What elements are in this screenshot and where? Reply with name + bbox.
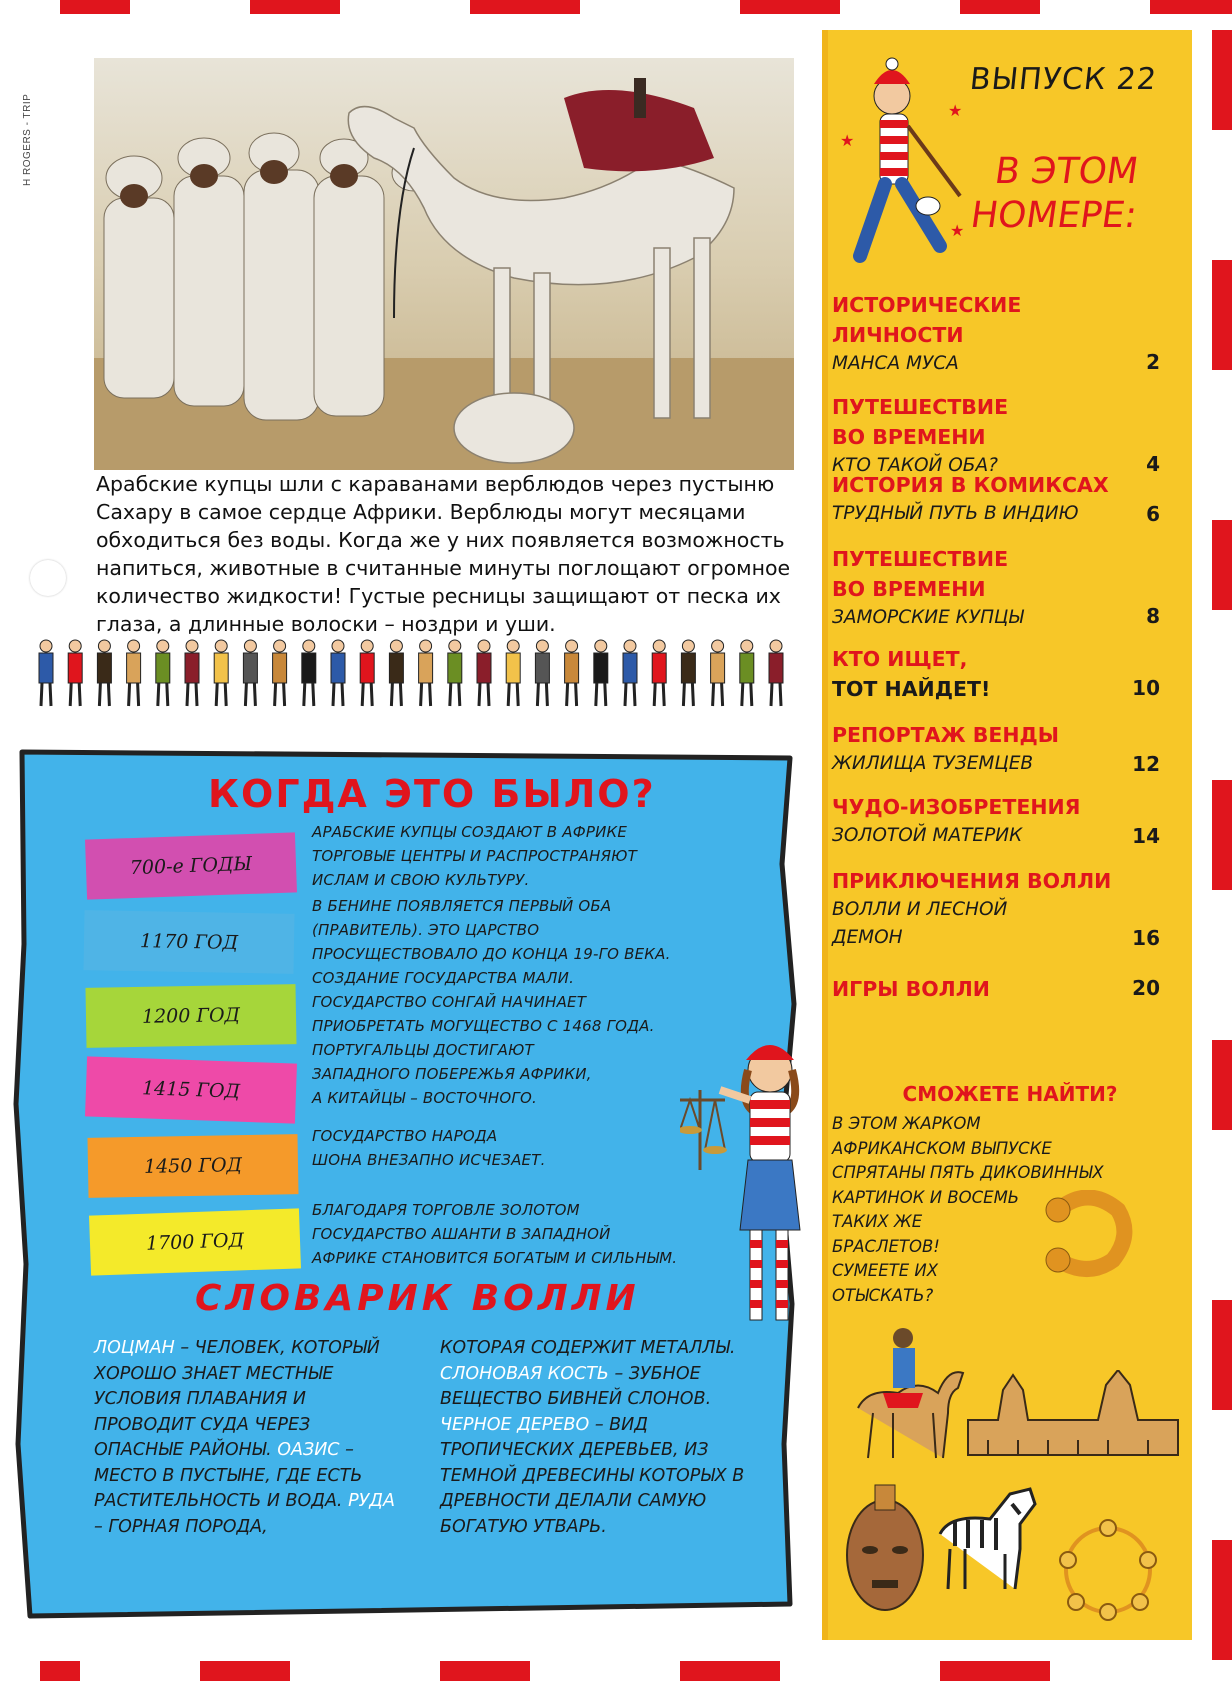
tiny-figure-icon bbox=[331, 640, 345, 706]
tiny-figure-icon bbox=[535, 640, 549, 706]
glossary-term: СЛОНОВАЯ КОСТЬ bbox=[440, 1363, 609, 1384]
camel-rider-icon bbox=[848, 1318, 968, 1468]
tiny-figure-icon bbox=[68, 640, 82, 706]
page-number: 8 bbox=[1146, 604, 1160, 628]
page-number: 4 bbox=[1146, 452, 1160, 476]
timeline-date-tag: 1200 ГОД bbox=[85, 984, 296, 1048]
timeline-date-tag: 1170 ГОД bbox=[83, 910, 294, 974]
tiny-figure-icon bbox=[623, 640, 637, 706]
camel-caravan-photo bbox=[94, 58, 794, 470]
timeline-date-tag: 700-е ГОДЫ bbox=[85, 832, 297, 899]
toc-item[interactable]: ИСТОРИЧЕСКИЕ ЛИЧНОСТИ МАНСА МУСА 2 bbox=[832, 293, 1160, 374]
page-number: 14 bbox=[1132, 824, 1160, 848]
issue-number: ВЫПУСК 22 bbox=[968, 62, 1159, 97]
glossary-left-column: ЛОЦМАН – ЧЕЛОВЕК, КОТОРЫЙ ХОРОШО ЗНАЕТ МЕСТНЫЕ УСЛОВИЯ ПЛАВАНИЯ И ПРОВОДИТ СУДА ЧЕРЕЗ ОПАСНЫЕ РАЙОНЫ. ОАЗИС – МЕСТО В ПУСТЫНЕ, ГДЕ ЕСТЬ РАСТИТЕЛЬНОСТЬ И ВОДА. РУДА – ГОРНАЯ ПОРОДА, bbox=[94, 1338, 395, 1537]
toc-item[interactable]: ИСТОРИЯ В КОМИКСАХ ТРУДНЫЙ ПУТЬ В ИНДИЮ 6 bbox=[832, 473, 1160, 526]
toc-item[interactable]: ЧУДО-ИЗОБРЕТЕНИЯ ЗОЛОТОЙ МАТЕРИК 14 bbox=[832, 795, 1160, 848]
page-number: 6 bbox=[1146, 502, 1160, 526]
waldo-walking-icon bbox=[830, 56, 980, 286]
tiny-figure-icon bbox=[273, 640, 287, 706]
svg-text:★: ★ bbox=[840, 133, 855, 150]
toc-item[interactable]: КТО ИЩЕТ, ТОТ НАЙДЕТ! 10 bbox=[832, 647, 1160, 701]
timeline-title: КОГДА ЭТО БЫЛО? bbox=[208, 772, 656, 816]
timeline-text: ГОСУДАРСТВО НАРОДА ШОНА ВНЕЗАПНО ИСЧЕЗАЕТ. bbox=[312, 1127, 546, 1169]
toc-item[interactable]: ПУТЕШЕСТВИЕ ВО ВРЕМЕНИ КТО ТАКОЙ ОБА? 4 bbox=[832, 395, 1160, 476]
glossary-title: СЛОВАРИК ВОЛЛИ bbox=[195, 1278, 640, 1319]
tiny-figure-icon bbox=[477, 640, 491, 706]
tiny-figure-icon bbox=[214, 640, 228, 706]
timeline-text: В БЕНИНЕ ПОЯВЛЯЕТСЯ ПЕРВЫЙ ОБА (ПРАВИТЕЛЬ). ЭТО ЦАРСТВО ПРОСУЩЕСТВОВАЛО ДО КОНЦА 19-ГО ВЕКА. bbox=[312, 897, 671, 963]
tiny-figure-icon bbox=[185, 640, 199, 706]
tiny-figure-icon bbox=[769, 640, 783, 706]
toc-item[interactable]: ИГРЫ ВОЛЛИ 20 bbox=[832, 976, 1160, 1001]
tiny-figure-icon bbox=[243, 640, 257, 706]
find-heading: СМОЖЕТЕ НАЙТИ? bbox=[902, 1082, 1118, 1106]
tiny-figure-icon bbox=[652, 640, 666, 706]
tiny-figure-icon bbox=[419, 640, 433, 706]
photo-credit: H ROGERS - TRIP bbox=[22, 93, 33, 187]
mud-mosque-icon bbox=[958, 1370, 1188, 1460]
page-number: 10 bbox=[1132, 676, 1160, 700]
tiny-figure-icon bbox=[711, 640, 725, 706]
tiny-figure-icon bbox=[360, 640, 374, 706]
tiny-figure-icon bbox=[156, 640, 170, 706]
tiny-figure-icon bbox=[681, 640, 695, 706]
timeline-text: ПОРТУГАЛЬЦЫ ДОСТИГАЮТ ЗАПАДНОГО ПОБЕРЕЖЬЯ АФРИКИ, А КИТАЙЦЫ – ВОСТОЧНОГО. bbox=[312, 1041, 592, 1107]
timeline-date-tag: 1415 ГОД bbox=[85, 1056, 297, 1123]
timeline-text: БЛАГОДАРЯ ТОРГОВЛЕ ЗОЛОТОМ ГОСУДАРСТВО АШАНТИ В ЗАПАДНОЙ АФРИКЕ СТАНОВИТСЯ БОГАТЫМ И СИЛЬНЫМ. bbox=[312, 1201, 678, 1267]
punch-hole bbox=[30, 560, 66, 596]
page-number: 12 bbox=[1132, 752, 1160, 776]
glossary-term: ЧЕРНОЕ ДЕРЕВО bbox=[440, 1414, 590, 1435]
glossary-term: ОАЗИС bbox=[277, 1440, 340, 1460]
tiny-figure-icon bbox=[506, 640, 520, 706]
tiny-figure-icon bbox=[389, 640, 403, 706]
toc-item[interactable]: РЕПОРТАЖ ВЕНДЫ ЖИЛИЩА ТУЗЕМЦЕВ 12 bbox=[832, 723, 1160, 776]
find-text: В ЭТОМ ЖАРКОМ АФРИКАНСКОМ ВЫПУСКЕ СПРЯТАНЫ ПЯТЬ ДИКОВИННЫХ КАРТИНОК И ВОСЕМЬ ТАКИХ ЖЕ БРАСЛЕТОВ! СУМЕЕТЕ ИХ ОТЫСКАТЬ? bbox=[832, 1114, 1104, 1305]
timeline-text: СОЗДАНИЕ ГОСУДАРСТВА МАЛИ. ГОСУДАРСТВО СОНГАЙ НАЧИНАЕТ ПРИОБРЕТАТЬ МОГУЩЕСТВО С 1468 ГОДА. bbox=[312, 969, 655, 1035]
tiny-figure-icon bbox=[127, 640, 141, 706]
photo-caption: Арабские купцы шли с караванами верблюдов через пустыню Сахару в самое сердце Африки. Верблюды могут месяцами обходиться без воды. Когда же у них появляется возможность напиться, животные в считанные минуты поглощают огромное количество жидкости! Густые ресницы защищают от песка их глаза, а длинные волоски – ноздри и уши. bbox=[96, 472, 791, 636]
page-number: 20 bbox=[1132, 976, 1160, 1000]
page-number: 2 bbox=[1146, 350, 1160, 374]
glossary-term: ЛОЦМАН bbox=[94, 1338, 175, 1358]
toc-item[interactable]: ПУТЕШЕСТВИЕ ВО ВРЕМЕНИ ЗАМОРСКИЕ КУПЦЫ 8 bbox=[832, 547, 1160, 628]
timeline-date-tag: 1450 ГОД bbox=[87, 1134, 298, 1198]
tiny-figure-icon bbox=[97, 640, 111, 706]
historical-figures-strip bbox=[28, 636, 798, 710]
timeline-date-tag: 1700 ГОД bbox=[89, 1208, 301, 1275]
tiny-figure-icon bbox=[594, 640, 608, 706]
glossary-term: РУДА bbox=[348, 1491, 395, 1511]
in-this-issue-heading: В ЭТОМ НОМЕРЕ: bbox=[968, 151, 1141, 236]
svg-text:★: ★ bbox=[950, 223, 965, 240]
page-number: 16 bbox=[1132, 926, 1160, 950]
bracelet-icon bbox=[1028, 1190, 1138, 1280]
african-mask-icon bbox=[830, 1480, 940, 1630]
tiny-figure-icon bbox=[39, 640, 53, 706]
glossary-right-column: КОТОРАЯ СОДЕРЖИТ МЕТАЛЛЫ. СЛОНОВАЯ КОСТЬ – ЗУБНОЕ ВЕЩЕСТВО БИВНЕЙ СЛОНОВ. ЧЕРНОЕ ДЕРЕВО – ВИД ТРОПИЧЕСКИХ ДЕРЕВЬЕВ, ИЗ ТЕМНОЙ ДРЕВЕСИНЫ КОТОРЫХ В ДРЕВНОСТИ ДЕЛАЛИ САМУЮ БОГАТУЮ УТВАРЬ. bbox=[440, 1338, 745, 1537]
zebra-icon bbox=[930, 1474, 1040, 1594]
timeline-text: АРАБСКИЕ КУПЦЫ СОЗДАЮТ В АФРИКЕ ТОРГОВЫЕ ЦЕНТРЫ И РАСПРОСТРАНЯЮТ ИСЛАМ И СВОЮ КУЛЬТУРУ. bbox=[312, 823, 637, 889]
toc-item[interactable]: ПРИКЛЮЧЕНИЯ ВОЛЛИ ВОЛЛИ И ЛЕСНОЙ ДЕМОН 16 bbox=[832, 869, 1160, 950]
tiny-figure-icon bbox=[302, 640, 316, 706]
tiny-figure-icon bbox=[565, 640, 579, 706]
tiny-figure-icon bbox=[448, 640, 462, 706]
wenda-with-scales-icon bbox=[680, 1030, 830, 1330]
necklace-icon bbox=[1048, 1510, 1168, 1630]
tiny-figure-icon bbox=[740, 640, 754, 706]
svg-text:★: ★ bbox=[948, 103, 963, 120]
